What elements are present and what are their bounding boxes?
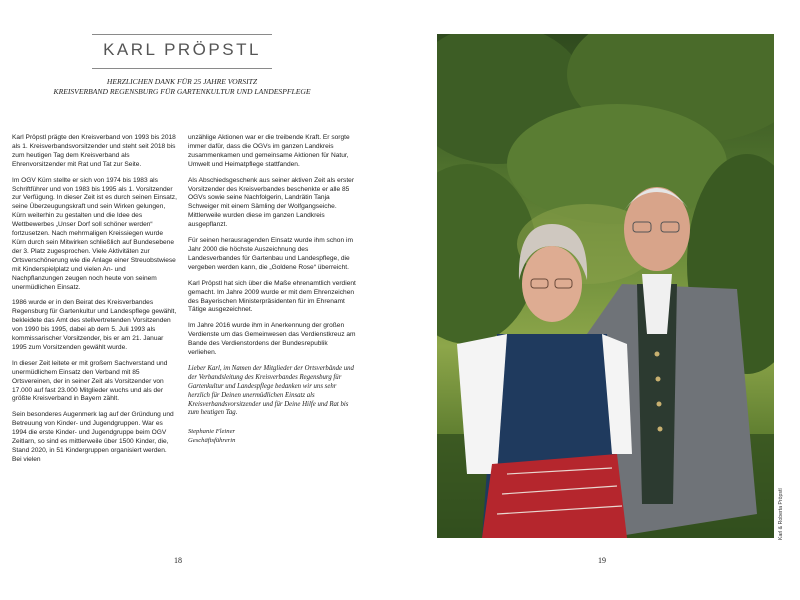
page-title: KARL PRÖPSTL xyxy=(103,40,261,59)
title-rule-top xyxy=(92,34,272,35)
title-rule-bottom xyxy=(92,68,272,69)
paragraph: In dieser Zeit leitete er mit großem Sachverstand und unermüdlichem Einsatz den Verband mit 85 Ortsvereinen, der in seiner Zeit als Vorsitzender von 17.000 auf fast 23.000 Mitglieder wuchs und als der größte Kreisverband in Bayern zählt. xyxy=(12,359,168,403)
portrait-illustration xyxy=(437,34,774,538)
paragraph: unzählige Aktionen war er die treibende Kraft. Er sorgte immer dafür, dass die OGVs im ganzen Landkreis zusammenkamen und gemeinsame Aktionen für Natur, Umwelt und Heimatpflege stattfanden. xyxy=(188,134,350,168)
paragraph: Karl Pröpstl prägte den Kreisverband von 1993 bis 2018 als 1. Kreisverbandsvorsitzender und steht seit 2018 bis zum heutigen Tag dem Kreisverband als Ehrenvorsitzender mit Rat und Tat zur Seite. xyxy=(12,134,176,168)
page-number-left: 18 xyxy=(174,556,182,565)
closing-message: Lieber Karl, im Namen der Mitglieder der Ortsverbände und der Verbandsleitung des Kreisverbandes Regensburg für Gartenkultur und Landespflege bedanken wir uns sehr herzlich für Deinen unermüdlichen Einsatz als Kreisverbandsvorsitzender und für Deine Hilfe und Rat bis zum heutigen Tag. xyxy=(188,364,354,417)
subtitle-line-2: KREISVERBAND REGENSBURG FÜR GARTENKULTUR UND LANDESPFLEGE xyxy=(53,87,311,96)
paragraph: Im Jahre 2016 wurde ihm in Anerkennung der großen Verdienste um das Gemeinwesen das Verdienstkreuz am Bande des Verdienstordens der Bundesrepublik verliehen. xyxy=(188,322,356,357)
paragraph: Als Abschiedsgeschenk aus seiner aktiven Zeit als erster Vorsitzender des Kreisverbandes beschenkte er alle 85 OGVs sowie seine Nachfolgerin, Landrätin Tanja Schweiger mit einem Sämling der Wolfgangseiche. Mittlerweile wurden diese im ganzen Landkreis ausgepflanzt. xyxy=(188,176,355,229)
paragraph: Für seinen herausragenden Einsatz wurde ihm schon im Jahr 2000 die höchste Auszeichnung des Landesverbandes für Gartenbau und Landespflege, die vergeben werden kann, die „Goldene Rose“ überreicht. xyxy=(188,237,353,271)
signature xyxy=(188,428,356,445)
right-page xyxy=(400,0,800,600)
signature-role: Geschäftsführerin xyxy=(188,436,236,444)
paragraph: Im OGV Kürn stellte er sich von 1974 bis 1983 als Schriftführer und von 1983 bis 1995 als 1. Vorsitzender zur Verfügung. In dieser Zeit ist es durch seinen Einsatz, seine Überzeugungskraft und sein Wirken gelungen, Kürn weiterhin zu gestalten und die Idee des Wettbewerbes „Unser Dorf soll schöner werden“ fortzusetzen. Nach mehrmaligen Kreissiegen wurde Kürn durch sein Mitwirken schließlich auf Bundesebene der 3. Platz zugesprochen. Viele Aktivitäten zur Ortsverschönerung wie die Anlage einer Streuobstwiese mit Kinderspielplatz und vielen An- und Nachpflanzungen zeugen noch heute von seinem unermüdlichen Einsatz. xyxy=(12,176,177,291)
signature-name: Stephanie Fleiner xyxy=(188,428,236,436)
text-column-left xyxy=(12,134,177,472)
photo-credit: Karl & Roberta Pröpstl xyxy=(778,488,784,540)
paragraph: 1986 wurde er in den Beirat des Kreisverbandes Regensburg für Gartenkultur und Landespflege gewählt, bekleidete das Amt des stellvertretenden Vorsitzenden von 1990 bis 1995, dabei ab dem 5. Juli 1993 als kommissarischer Vorsitzender, bis er am 21. Januar 1995 zum Vorsitzenden gewählt wurde. xyxy=(12,299,177,351)
subtitle-line-1: HERZLICHEN DANK FÜR 25 JAHRE VORSITZ xyxy=(106,77,258,86)
portrait-photo xyxy=(437,34,774,538)
paragraph: Sein besonderes Augenmerk lag auf der Gründung und Betreuung von Kinder- und Jugendgruppen. War es 1994 die erste Kinder- und Jugendgruppe beim OGV Zeitlarn, so sind es mittlerweile über 1500 Kinder, die, Stand 2020, in 51 Kindergruppen organisiert werden. Bei vielen xyxy=(12,411,174,463)
subtitle xyxy=(20,77,344,97)
page-number-right: 19 xyxy=(598,556,606,565)
text-column-right xyxy=(188,134,356,446)
paragraph: Karl Pröpstl hat sich über die Maße ehrenamtlich verdient gemacht. Im Jahre 2009 wurde er mit dem Ehrenzeichen des Bayerischen Ministerpräsidenten für im Ehrenamt Tätige ausgezeichnet. xyxy=(188,279,356,314)
